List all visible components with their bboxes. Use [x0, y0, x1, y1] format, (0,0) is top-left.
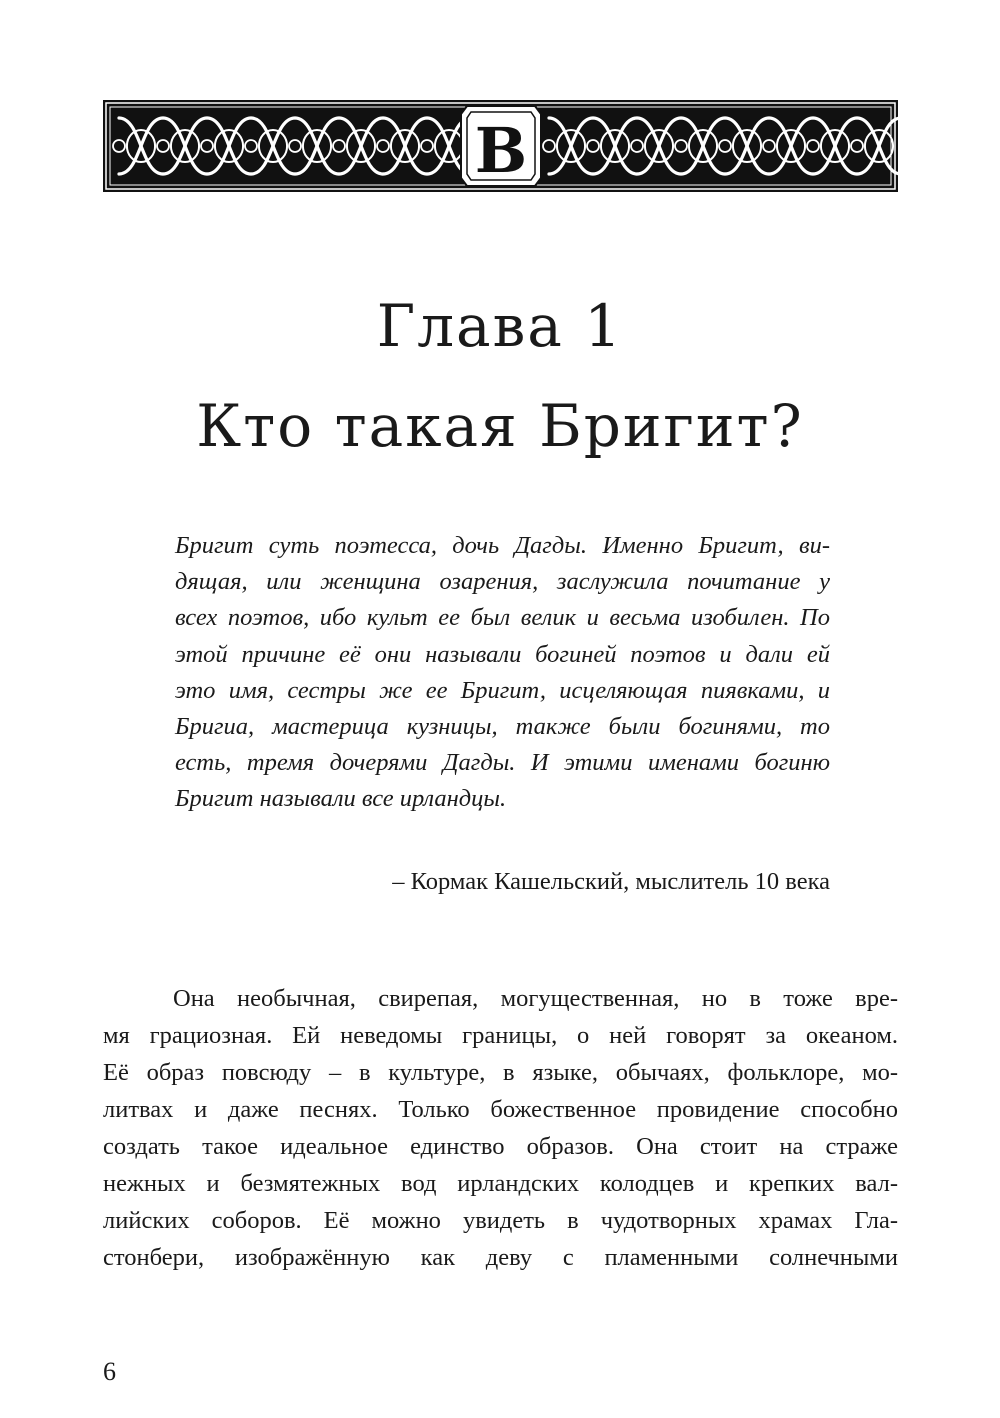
- epigraph-line: Бригиа, мастерица кузницы, также были богинями, то: [175, 713, 830, 741]
- celtic-knot-ornament: [103, 100, 898, 192]
- epigraph-line: всех поэтов, ибо культ ее был велик и весьма изобилен. По: [175, 604, 830, 632]
- chapter-number: Глава 1: [376, 292, 624, 360]
- epigraph-attribution: – Кормак Кашельский, мыслитель 10 века: [392, 868, 830, 895]
- body-line: литвах и даже песнях. Только божественное провидение способно: [103, 1096, 898, 1123]
- epigraph-line: Бригит суть поэтесса, дочь Дагды. Именно Бригит, ви-: [175, 532, 830, 559]
- initial-letter-frame: [461, 106, 541, 187]
- epigraph-line: этой причине её они называли богиней поэтов и дали ей: [175, 640, 830, 668]
- body-line: Её образ повсюду – в культуре, в языке, обычаях, фольклоре, мо-: [103, 1059, 898, 1086]
- page-number: 6: [103, 1357, 116, 1386]
- epigraph-line: это имя, сестры же ее Бригит, исцеляющая пиявками, и: [175, 676, 830, 704]
- body-line: мя грациозная. Ей неведомы границы, о ней говорят за океаном.: [103, 1022, 898, 1049]
- epigraph-line: Бригит называли все ирландцы.: [175, 785, 507, 813]
- body-line: Она необычная, свирепая, могущественная, но в тоже вре-: [173, 985, 898, 1012]
- body-paragraph: [103, 980, 898, 1276]
- epigraph: [175, 528, 830, 818]
- initial-letter: В: [474, 114, 528, 187]
- body-line: нежных и безмятежных вод ирландских колодцев и крепких вал-: [103, 1170, 898, 1197]
- body-line: лийских соборов. Её можно увидеть в чудотворных храмах Гла-: [103, 1207, 898, 1234]
- epigraph-line: есть, тремя дочерями Дагды. И этими именами богиню: [175, 749, 830, 777]
- chapter-title: Кто такая Бригит?: [196, 392, 804, 460]
- epigraph-line: дящая, или женщина озарения, заслужила почитание у: [175, 568, 830, 596]
- celtic-knot-banner: [103, 100, 898, 192]
- body-line: создать такое идеальное единство образов. Она стоит на страже: [103, 1133, 898, 1160]
- body-line: стонбери, изображённую как деву с пламенными солнечными: [103, 1244, 898, 1271]
